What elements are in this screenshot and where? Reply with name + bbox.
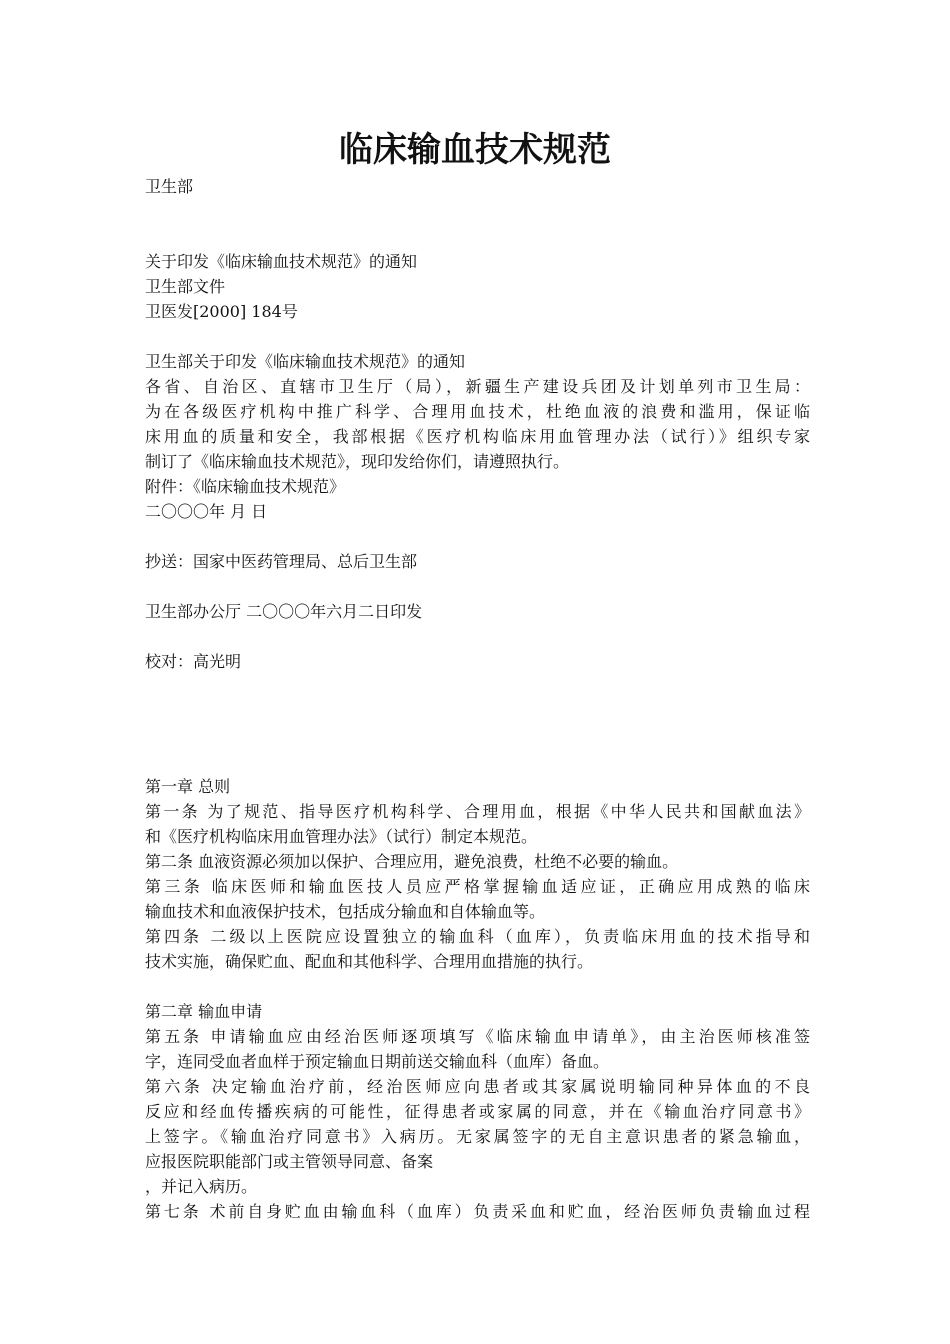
text-line: 卫生部 — [145, 177, 194, 196]
text-line: 卫生部文件 — [145, 277, 226, 296]
text-line: 输血技术和血液保护技术，包括成分输血和自体输血等。 — [145, 902, 546, 921]
text-line: 和《医疗机构临床用血管理办法》（试行）制定本规范。 — [145, 827, 538, 846]
blank-line — [145, 674, 810, 699]
blank-line — [145, 574, 810, 599]
text-line: 字，连同受血者血样于预定输血日期前送交输血科（血库）备血。 — [145, 1052, 610, 1071]
text-line: 卫生部办公厅 二〇〇〇年六月二日印发 — [145, 602, 423, 621]
text-line: 各省、自治区、直辖市卫生厅（局），新疆生产建设兵团及计划单列市卫生局： — [145, 377, 810, 396]
text-line: 二〇〇〇年 月 日 — [145, 502, 268, 521]
blank-line — [145, 524, 810, 549]
blank-line — [145, 749, 810, 774]
blank-line — [145, 324, 810, 349]
blank-line — [145, 724, 810, 749]
text-line: 校对：高光明 — [145, 652, 242, 671]
text-line: 上签字。《输血治疗同意书》入病历。无家属签字的无自主意识患者的紧急输血， — [145, 1127, 810, 1146]
text-line: 反应和经血传播疾病的可能性，征得患者或家属的同意，并在《输血治疗同意书》 — [145, 1102, 810, 1121]
text-line: 关于印发《临床输血技术规范》的通知 — [145, 252, 418, 271]
text-line: 第五条 申请输血应由经治医师逐项填写《临床输血申请单》，由主治医师核准签 — [145, 1027, 810, 1046]
text-line: 第七条 术前自身贮血由输血科（血库）负责采血和贮血，经治医师负责输血过程 — [145, 1202, 810, 1221]
blank-line — [145, 199, 810, 224]
text-line: 附件：《临床输血技术规范》 — [145, 477, 346, 496]
text-line: 抄送：国家中医药管理局、总后卫生部 — [145, 552, 418, 571]
blank-line — [145, 974, 810, 999]
text-line: 第二章 输血申请 — [145, 1002, 263, 1021]
text-line: 卫生部关于印发《临床输血技术规范》的通知 — [145, 352, 466, 371]
document-body — [145, 174, 810, 1224]
blank-line — [145, 224, 810, 249]
text-line: 制订了《临床输血技术规范》，现印发给你们，请遵照执行。 — [145, 452, 570, 471]
text-line: 应报医院职能部门或主管领导同意、备案 — [145, 1152, 434, 1171]
text-line: 第一章 总则 — [145, 777, 231, 796]
text-line: 第三条 临床医师和输血医技人员应严格掌握输血适应证，正确应用成熟的临床 — [145, 877, 810, 896]
text-line: 第四条 二级以上医院应设置独立的输血科（血库），负责临床用血的技术指导和 — [145, 927, 810, 946]
text-line: 床用血的质量和安全，我部根据《医疗机构临床用血管理办法（试行）》组织专家 — [145, 427, 810, 446]
text-line: 为在各级医疗机构中推广科学、合理用血技术，杜绝血液的浪费和滥用，保证临 — [145, 402, 810, 421]
text-line: 技术实施，确保贮血、配血和其他科学、合理用血措施的执行。 — [145, 952, 594, 971]
text-line: 第二条 血液资源必须加以保护、合理应用，避免浪费，杜绝不必要的输血。 — [145, 852, 679, 871]
blank-line — [145, 699, 810, 724]
text-line: 第一条 为了规范、指导医疗机构科学、合理用血，根据《中华人民共和国献血法》 — [145, 802, 810, 821]
text-line: ，并记入病历。 — [145, 1177, 258, 1196]
text-line: 卫医发[2000] 184号 — [145, 302, 298, 321]
document-title: 临床输血技术规范 — [339, 130, 611, 170]
blank-line — [145, 624, 810, 649]
text-line: 第六条 决定输血治疗前，经治医师应向患者或其家属说明输同种异体血的不良 — [145, 1077, 810, 1096]
